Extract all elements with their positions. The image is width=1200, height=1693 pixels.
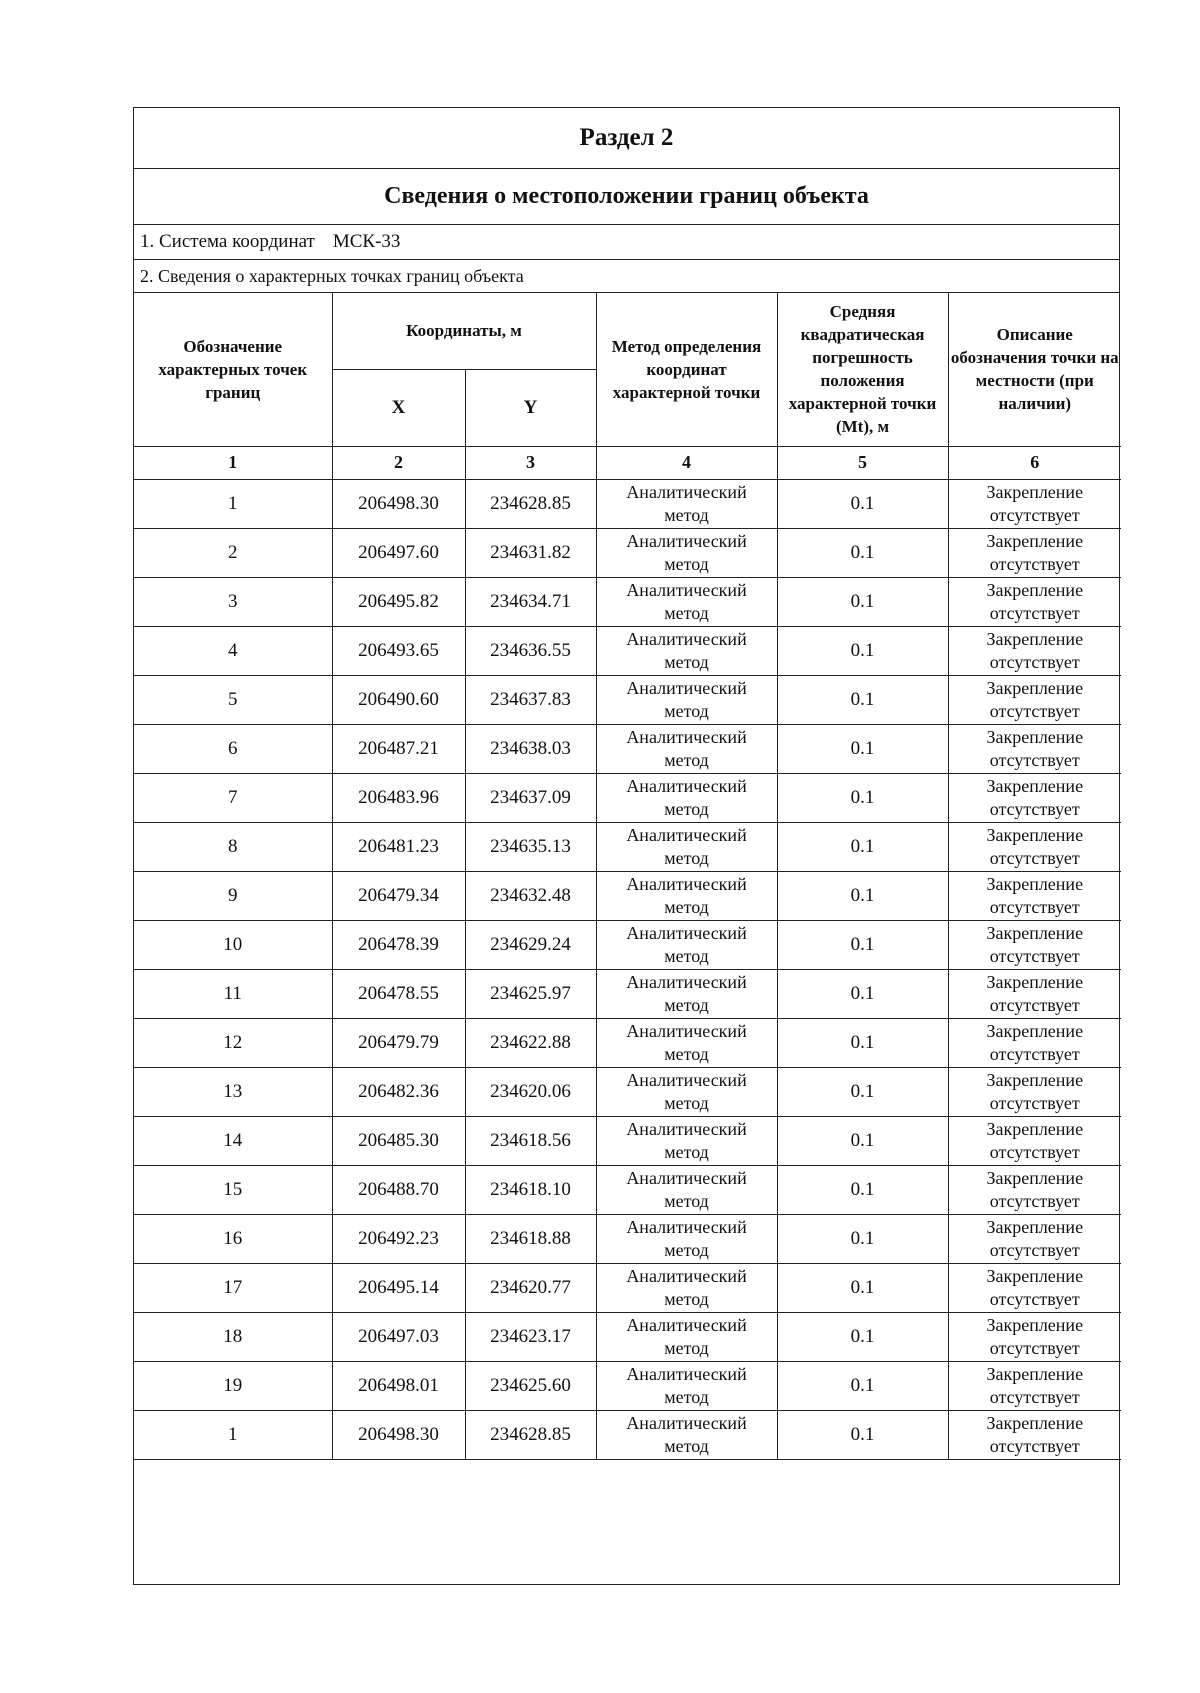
method-line1: Аналитический [626,1265,747,1286]
description-line1: Закрепление [986,1412,1084,1433]
method-line1: Аналитический [626,677,747,698]
y-coordinate-cell: 234618.10 [465,1165,596,1214]
y-coordinate-cell: 234625.97 [465,969,596,1018]
section-title: Раздел 2 [134,108,1119,169]
x-coordinate-cell: 206479.34 [332,871,465,920]
description-line2: отсутствует [989,504,1080,525]
description-line1: Закрепление [986,1118,1084,1139]
table-row [134,1067,1121,1116]
description-line1: Закрепление [986,726,1084,747]
y-coordinate-cell: 234637.09 [465,773,596,822]
description-cell [948,528,1121,577]
method-line2: метод [664,651,709,672]
description-line1: Закрепление [986,579,1084,600]
method-line1: Аналитический [626,1118,747,1139]
x-coordinate-cell: 206498.30 [332,1410,465,1459]
description-line2: отсутствует [989,1092,1080,1113]
method-line2: метод [664,1190,709,1211]
table-row [134,1214,1121,1263]
point-number-cell: 1 [134,1410,332,1459]
description-line1: Закрепление [986,1069,1084,1090]
method-cell [596,969,777,1018]
method-cell [596,920,777,969]
method-cell [596,822,777,871]
point-number-cell: 15 [134,1165,332,1214]
y-coordinate-cell: 234632.48 [465,871,596,920]
table-row [134,675,1121,724]
table-row [134,1018,1121,1067]
method-cell [596,675,777,724]
table-row [134,1312,1121,1361]
points-heading: 2. Сведения о характерных точках границ объекта [134,260,1119,293]
method-cell [596,479,777,528]
description-line1: Закрепление [986,775,1084,796]
point-number-cell: 8 [134,822,332,871]
description-line2: отсутствует [989,1239,1080,1260]
method-line2: метод [664,1043,709,1064]
description-line2: отсутствует [989,1043,1080,1064]
header-y: Y [465,369,596,446]
method-line1: Аналитический [626,922,747,943]
table-row [134,577,1121,626]
method-cell [596,1067,777,1116]
description-cell [948,1116,1121,1165]
description-line1: Закрепление [986,530,1084,551]
method-line2: метод [664,994,709,1015]
point-number-cell: 9 [134,871,332,920]
description-line2: отсутствует [989,1190,1080,1211]
description-cell [948,1214,1121,1263]
point-number-cell: 7 [134,773,332,822]
mt-cell: 0.1 [777,871,948,920]
description-line1: Закрепление [986,677,1084,698]
point-number-cell: 17 [134,1263,332,1312]
column-number: 6 [948,446,1121,479]
x-coordinate-cell: 206498.01 [332,1361,465,1410]
method-line2: метод [664,602,709,623]
description-line1: Закрепление [986,824,1084,845]
method-line1: Аналитический [626,873,747,894]
point-number-cell: 12 [134,1018,332,1067]
mt-cell: 0.1 [777,969,948,1018]
method-cell [596,773,777,822]
mt-cell: 0.1 [777,528,948,577]
x-coordinate-cell: 206497.60 [332,528,465,577]
y-coordinate-cell: 234622.88 [465,1018,596,1067]
method-cell [596,1263,777,1312]
y-coordinate-cell: 234628.85 [465,479,596,528]
method-line1: Аналитический [626,1167,747,1188]
method-line2: метод [664,945,709,966]
header-description: Описание обозначения точки на местности (при наличии) [948,293,1121,446]
description-cell [948,479,1121,528]
method-line1: Аналитический [626,530,747,551]
point-number-cell: 3 [134,577,332,626]
method-line1: Аналитический [626,481,747,502]
mt-cell: 0.1 [777,1361,948,1410]
method-cell [596,1214,777,1263]
point-number-cell: 10 [134,920,332,969]
table-row [134,920,1121,969]
y-coordinate-cell: 234629.24 [465,920,596,969]
description-line1: Закрепление [986,1216,1084,1237]
description-cell [948,871,1121,920]
y-coordinate-cell: 234636.55 [465,626,596,675]
mt-cell: 0.1 [777,1263,948,1312]
method-cell [596,871,777,920]
description-cell [948,577,1121,626]
description-line1: Закрепление [986,971,1084,992]
header-error: Средняя квадратическая погрешность положения характерной точки (Mt), м [777,293,948,446]
y-coordinate-cell: 234628.85 [465,1410,596,1459]
method-line1: Аналитический [626,775,747,796]
method-cell [596,1018,777,1067]
method-cell [596,577,777,626]
x-coordinate-cell: 206483.96 [332,773,465,822]
method-cell [596,626,777,675]
table-row [134,626,1121,675]
description-cell [948,1067,1121,1116]
table-row [134,1263,1121,1312]
point-number-cell: 18 [134,1312,332,1361]
description-line1: Закрепление [986,1265,1084,1286]
description-cell [948,773,1121,822]
column-number: 5 [777,446,948,479]
description-cell [948,1165,1121,1214]
table-row [134,1116,1121,1165]
description-line1: Закрепление [986,922,1084,943]
mt-cell: 0.1 [777,1312,948,1361]
mt-cell: 0.1 [777,1116,948,1165]
method-line2: метод [664,1288,709,1309]
method-line2: метод [664,749,709,770]
point-number-cell: 5 [134,675,332,724]
method-line1: Аналитический [626,1314,747,1335]
method-line2: метод [664,847,709,868]
method-cell [596,1410,777,1459]
table-row [134,969,1121,1018]
y-coordinate-cell: 234623.17 [465,1312,596,1361]
x-coordinate-cell: 206495.14 [332,1263,465,1312]
header-coordinates: Координаты, м [332,293,596,369]
x-coordinate-cell: 206481.23 [332,822,465,871]
table-row [134,528,1121,577]
points-table [134,293,1121,1460]
x-coordinate-cell: 206487.21 [332,724,465,773]
method-line1: Аналитический [626,1020,747,1041]
header-method: Метод определения координат характерной точки [596,293,777,446]
method-line1: Аналитический [626,1412,747,1433]
description-cell [948,1410,1121,1459]
x-coordinate-cell: 206497.03 [332,1312,465,1361]
method-cell [596,528,777,577]
x-coordinate-cell: 206493.65 [332,626,465,675]
mt-cell: 0.1 [777,822,948,871]
table-row [134,1361,1121,1410]
y-coordinate-cell: 234631.82 [465,528,596,577]
description-line2: отсутствует [989,1435,1080,1456]
method-line1: Аналитический [626,1216,747,1237]
description-line1: Закрепление [986,628,1084,649]
description-line1: Закрепление [986,1167,1084,1188]
x-coordinate-cell: 206488.70 [332,1165,465,1214]
y-coordinate-cell: 234635.13 [465,822,596,871]
mt-cell: 0.1 [777,1018,948,1067]
column-number: 3 [465,446,596,479]
x-coordinate-cell: 206495.82 [332,577,465,626]
description-cell [948,1018,1121,1067]
description-line2: отсутствует [989,602,1080,623]
point-number-cell: 2 [134,528,332,577]
point-number-cell: 11 [134,969,332,1018]
description-cell [948,675,1121,724]
description-line1: Закрепление [986,1363,1084,1384]
description-line2: отсутствует [989,749,1080,770]
description-line2: отсутствует [989,1288,1080,1309]
x-coordinate-cell: 206485.30 [332,1116,465,1165]
y-coordinate-cell: 234620.77 [465,1263,596,1312]
table-row [134,822,1121,871]
method-line2: метод [664,896,709,917]
description-cell [948,969,1121,1018]
description-cell [948,1263,1121,1312]
header-x: X [332,369,465,446]
y-coordinate-cell: 234637.83 [465,675,596,724]
description-line1: Закрепление [986,481,1084,502]
description-line1: Закрепление [986,1314,1084,1335]
method-line2: метод [664,798,709,819]
description-line2: отсутствует [989,994,1080,1015]
method-line2: метод [664,1239,709,1260]
y-coordinate-cell: 234620.06 [465,1067,596,1116]
method-line2: метод [664,700,709,721]
mt-cell: 0.1 [777,773,948,822]
method-line1: Аналитический [626,628,747,649]
point-number-cell: 14 [134,1116,332,1165]
table-row [134,724,1121,773]
method-line2: метод [664,1092,709,1113]
coord-system-value: МСК-33 [332,231,401,252]
table-row [134,1165,1121,1214]
coord-system-label: 1. Система координат [140,231,315,252]
description-line2: отсутствует [989,1386,1080,1407]
point-number-cell: 13 [134,1067,332,1116]
method-line2: метод [664,553,709,574]
description-cell [948,822,1121,871]
description-line2: отсутствует [989,945,1080,966]
description-cell [948,1312,1121,1361]
table-row [134,479,1121,528]
method-cell [596,1165,777,1214]
method-line1: Аналитический [626,971,747,992]
method-cell [596,1312,777,1361]
point-number-cell: 1 [134,479,332,528]
mt-cell: 0.1 [777,675,948,724]
description-line2: отсутствует [989,798,1080,819]
table-row [134,1410,1121,1459]
mt-cell: 0.1 [777,920,948,969]
method-line1: Аналитический [626,1363,747,1384]
x-coordinate-cell: 206478.55 [332,969,465,1018]
point-number-cell: 6 [134,724,332,773]
mt-cell: 0.1 [777,577,948,626]
description-line2: отсутствует [989,700,1080,721]
method-line1: Аналитический [626,726,747,747]
description-line2: отсутствует [989,896,1080,917]
point-number-cell: 16 [134,1214,332,1263]
x-coordinate-cell: 206479.79 [332,1018,465,1067]
method-cell [596,1361,777,1410]
description-line1: Закрепление [986,1020,1084,1041]
points-table-body [134,479,1121,1459]
column-number: 4 [596,446,777,479]
y-coordinate-cell: 234625.60 [465,1361,596,1410]
method-cell [596,724,777,773]
mt-cell: 0.1 [777,1067,948,1116]
method-line2: метод [664,1337,709,1358]
y-coordinate-cell: 234638.03 [465,724,596,773]
description-cell [948,724,1121,773]
method-line1: Аналитический [626,1069,747,1090]
description-line1: Закрепление [986,873,1084,894]
description-line2: отсутствует [989,1337,1080,1358]
method-line2: метод [664,1386,709,1407]
description-line2: отсутствует [989,847,1080,868]
document-frame [133,107,1120,1585]
method-line2: метод [664,504,709,525]
y-coordinate-cell: 234618.88 [465,1214,596,1263]
column-number: 2 [332,446,465,479]
mt-cell: 0.1 [777,1214,948,1263]
method-line2: метод [664,1435,709,1456]
mt-cell: 0.1 [777,724,948,773]
table-row [134,871,1121,920]
x-coordinate-cell: 206492.23 [332,1214,465,1263]
x-coordinate-cell: 206490.60 [332,675,465,724]
mt-cell: 0.1 [777,1410,948,1459]
description-cell [948,920,1121,969]
description-line2: отсутствует [989,651,1080,672]
method-line2: метод [664,1141,709,1162]
y-coordinate-cell: 234618.56 [465,1116,596,1165]
method-line1: Аналитический [626,824,747,845]
x-coordinate-cell: 206482.36 [332,1067,465,1116]
point-number-cell: 19 [134,1361,332,1410]
description-line2: отсутствует [989,1141,1080,1162]
object-title: Сведения о местоположении границ объекта [134,169,1119,225]
mt-cell: 0.1 [777,479,948,528]
y-coordinate-cell: 234634.71 [465,577,596,626]
x-coordinate-cell: 206498.30 [332,479,465,528]
description-line2: отсутствует [989,553,1080,574]
mt-cell: 0.1 [777,626,948,675]
method-cell [596,1116,777,1165]
description-cell [948,1361,1121,1410]
column-number: 1 [134,446,332,479]
header-designation: Обозначение характерных точек границ [134,293,332,446]
x-coordinate-cell: 206478.39 [332,920,465,969]
table-row [134,773,1121,822]
point-number-cell: 4 [134,626,332,675]
mt-cell: 0.1 [777,1165,948,1214]
coord-system-line [134,225,1119,260]
description-cell [948,626,1121,675]
method-line1: Аналитический [626,579,747,600]
